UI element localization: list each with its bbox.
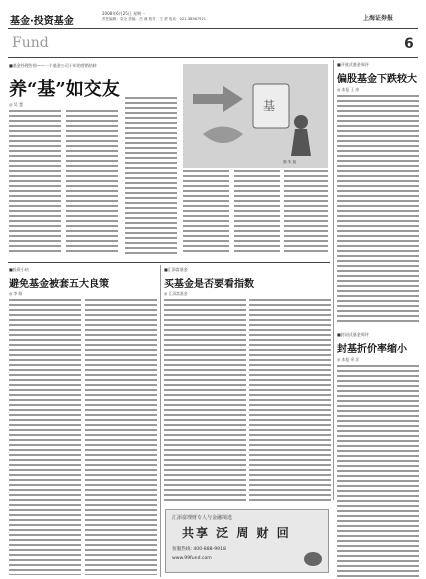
sidebar-top-headline: 偏股基金下跌较大: [337, 74, 417, 85]
bottom-mid-kicker: ■汇添富基金: [164, 267, 188, 272]
bottom-mid-article: [163, 265, 331, 577]
svg-text:基: 基: [263, 99, 276, 113]
main-article-text-col3: [125, 97, 177, 254]
bottom-left-kicker: ■投资小结: [9, 267, 29, 272]
ad-line1: 汇添富理财专人与金融境选: [172, 515, 233, 521]
sidebar-bottom: [336, 330, 420, 500]
sidebar-top-kicker: ■开放式基金周评: [337, 62, 369, 67]
bottom-left-article: [8, 265, 158, 577]
sidebar-bottom-kicker: ■封闭式基金周评: [337, 332, 369, 337]
main-article-text-col6: [284, 170, 328, 254]
sidebar-top-text: [337, 95, 419, 325]
main-article-headline: 养“基”如交友: [9, 79, 120, 100]
advertisement-box: [165, 509, 329, 573]
bottom-left-text-col2: [85, 299, 157, 575]
paper-name: 上海证券报: [363, 15, 394, 22]
bottom-mid-byline: ◎ 汇添富基金: [164, 291, 188, 296]
bottom-mid-headline: 买基金是否要看指数: [164, 279, 254, 290]
bottom-left-byline: ◎ 李 路: [9, 291, 23, 296]
sidebar-top: [336, 60, 420, 328]
sidebar-separator: [333, 60, 334, 500]
ad-line3: 客服热线: 400-888-9918: [172, 547, 226, 552]
bottom-left-text-col1: [9, 299, 81, 575]
bottom-column-separator: [160, 265, 161, 577]
editor-line: 责任编辑：袁全 美编：吕 蓉 校对：王 蒙 电话：021-38967921: [102, 17, 207, 21]
brand-logo-icon: [304, 552, 322, 566]
main-article-byline: ◎ 吴 慧: [9, 102, 24, 107]
illustration-caption: 图 朱 旭: [283, 160, 297, 164]
section-label: 基金·投资基金: [10, 16, 74, 27]
sidebar-top-byline: ◎ 本报 王 冰: [337, 87, 360, 92]
main-article-text-col4: [183, 170, 229, 254]
ad-line4: www.99fund.com: [172, 556, 212, 561]
sidebar-bottom-text: [337, 365, 419, 579]
section-divider: [8, 262, 330, 263]
bottom-mid-text-col1: [164, 299, 246, 503]
sidebar-bottom-headline: 封基折价率缩小: [337, 344, 407, 355]
masthead-rule-bottom: [8, 57, 418, 58]
main-article-kicker: ■基金经理告别——一个基金公司十年的营销结转: [9, 63, 97, 68]
main-article: [8, 60, 330, 260]
main-article-text-col5: [234, 170, 280, 254]
money-bag-figure-illustration: [183, 64, 328, 168]
main-article-illustration: [183, 64, 328, 168]
bottom-left-headline: 避免基金被套五大良策: [9, 279, 109, 290]
section-word: Fund: [12, 35, 49, 51]
issue-info: 2008年6月25日 星期一: [102, 11, 146, 16]
main-article-text-col1: [9, 110, 61, 254]
page-number: 6: [404, 36, 414, 52]
bottom-mid-text-col2: [249, 299, 331, 503]
masthead-rule-top: [8, 28, 418, 29]
ad-line2: 共享 泛 周 财 回: [182, 526, 291, 540]
sidebar-bottom-byline: ◎ 本报 余 洋: [337, 357, 360, 362]
main-article-text-col2: [66, 110, 118, 254]
